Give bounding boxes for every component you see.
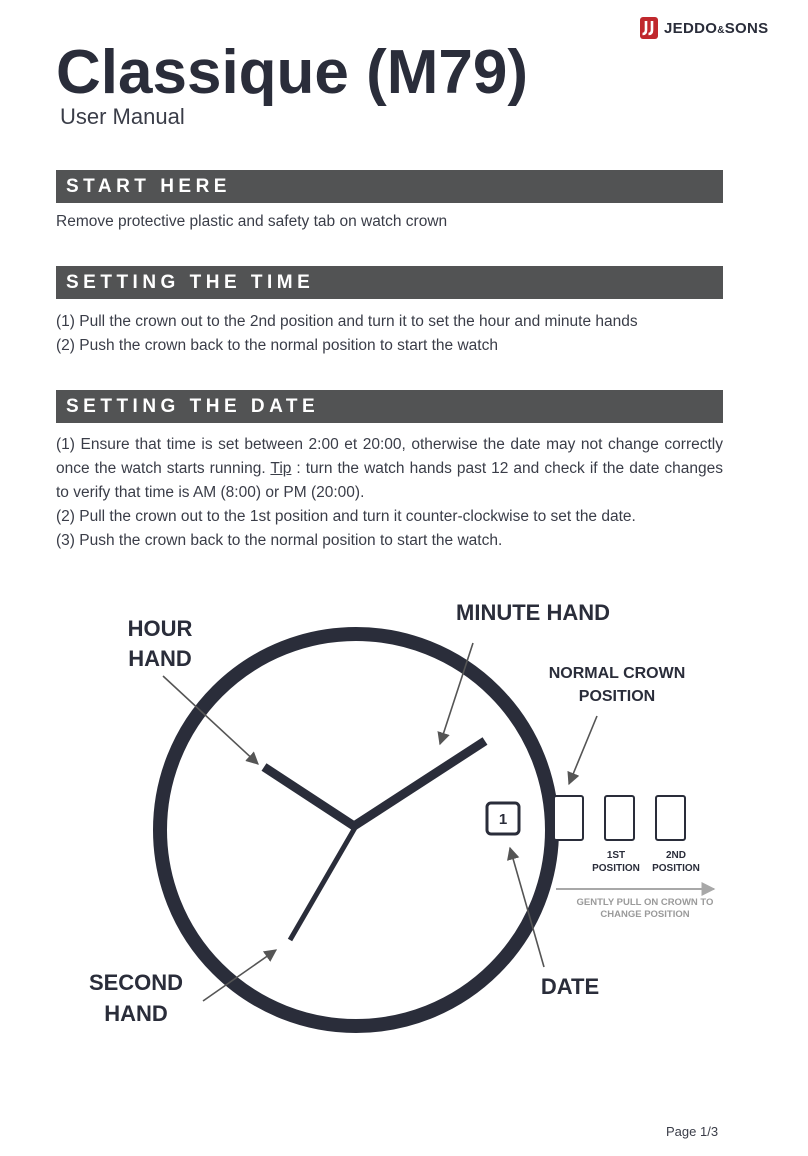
section-heading-time: SETTING THE TIME bbox=[56, 266, 723, 299]
date-step-1 bbox=[56, 433, 723, 505]
date-window-number: 1 bbox=[498, 811, 508, 828]
watch-diagram bbox=[0, 560, 808, 1080]
crown-normal-position bbox=[554, 796, 583, 840]
second-hand-label-line-2: HAND bbox=[104, 1001, 168, 1026]
tip-label: Tip bbox=[270, 460, 292, 477]
hour-hand bbox=[264, 767, 354, 826]
second-position-label-line-1: 2ND bbox=[665, 850, 687, 861]
time-step-2: (2) Push the crown back to the normal position to start the watch bbox=[56, 337, 498, 354]
brand-name: JEDDO&SONS bbox=[664, 19, 769, 37]
second-hand-label-line-1: SECOND bbox=[88, 970, 184, 995]
hour-hand-label-line-2: HAND bbox=[128, 646, 192, 671]
brand-logo-icon bbox=[640, 17, 658, 39]
minute-hand-label: MINUTE HAND bbox=[456, 600, 610, 625]
normal-crown-arrow bbox=[569, 716, 597, 784]
crown-second-position bbox=[656, 796, 685, 840]
section-heading-date: SETTING THE DATE bbox=[56, 390, 723, 423]
date-step-2: (2) Pull the crown out to the 1st position and turn it counter-clockwise to set the date. bbox=[56, 508, 636, 525]
date-step-1-tip-text: : turn the watch hands past 12 and check if the date changes to verify that time is AM (8:00) or PM (20:00). bbox=[56, 460, 723, 501]
brand bbox=[640, 14, 768, 42]
date-step-1-text: (1) Ensure that time is set between 2:00 et 20:00, otherwise the date may not change correctly once the watch starts running. bbox=[56, 436, 723, 477]
crown-first-position bbox=[605, 796, 634, 840]
second-hand bbox=[290, 826, 356, 940]
hour-hand-label-line-1: HOUR bbox=[127, 616, 193, 641]
start-text: Remove protective plastic and safety tab on watch crown bbox=[56, 213, 448, 230]
normal-crown-label-line-2: POSITION bbox=[578, 688, 656, 705]
first-position-label-line-2: POSITION bbox=[592, 863, 640, 874]
second-position-label-line-2: POSITION bbox=[652, 863, 700, 874]
normal-crown-label-line-1: NORMAL CROWN bbox=[548, 665, 686, 682]
time-step-1: (1) Pull the crown out to the 2nd position and turn it to set the hour and minute hands bbox=[56, 313, 638, 330]
section-heading-start: START HERE bbox=[56, 170, 723, 203]
pull-note-line-2: CHANGE POSITION bbox=[600, 909, 690, 920]
pull-note-line-1: GENTLY PULL ON CROWN TO bbox=[576, 897, 714, 908]
page-subtitle: User Manual bbox=[60, 104, 185, 129]
date-step-3: (3) Push the crown back to the normal position to start the watch. bbox=[56, 532, 503, 549]
date-label: DATE bbox=[540, 974, 600, 999]
page-number: Page 1/3 bbox=[666, 1124, 719, 1139]
minute-hand bbox=[354, 741, 485, 826]
page-title: Classique (M79) bbox=[56, 38, 529, 107]
first-position-label-line-1: 1ST bbox=[606, 850, 626, 861]
